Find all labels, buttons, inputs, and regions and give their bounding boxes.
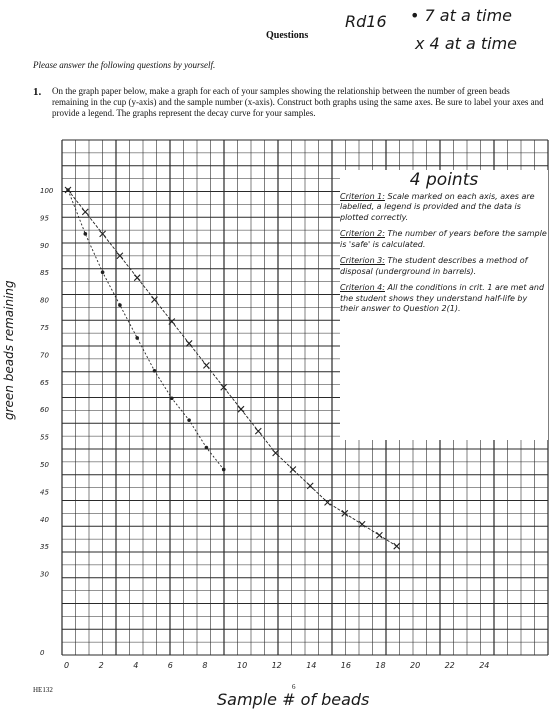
criterion-text: The student describes a method of disposal (underground in barrels). (340, 256, 528, 276)
data-point-cross (255, 428, 261, 434)
data-point-cross (290, 466, 296, 472)
y-tick-label: 60 (40, 406, 49, 415)
criterion-2 (340, 229, 548, 250)
y-tick-label: 75 (40, 324, 49, 332)
data-point-dot (187, 418, 191, 422)
criterion-text: All the conditions in crit. 1 are met and the student shows they understand half-life by their answer to Question 2(1). (340, 283, 545, 313)
criterion-text: The number of years before the sample is 'safe' is calculated. (340, 229, 547, 249)
question-text: On the graph paper below, make a graph for each of your samples showing the relationship between the number of green beads remaining in the cup (y-axis) and the sample number (x-axis). Construct both graphs using the same axes. Be sure to label your axes and provide a legend. The graphs represent the decay curve for your samples. (52, 86, 544, 118)
data-point-cross (134, 275, 140, 281)
x-tick-label: 6 (167, 661, 173, 670)
y-tick-label: 80 (40, 296, 49, 305)
criterion-label: Criterion 3: (340, 256, 385, 265)
y-tick-label: 65 (40, 378, 49, 387)
data-point-cross (307, 483, 313, 489)
data-point-dot (84, 232, 88, 236)
data-point-cross (394, 543, 400, 549)
legend-note-dot: • 7 at a time (410, 6, 512, 25)
data-point-cross (203, 362, 209, 368)
y-tick-label: 45 (40, 488, 49, 497)
data-point-dot (118, 303, 122, 307)
x-axis-label-mark: 6 (292, 683, 296, 691)
x-tick-label: 22 (444, 661, 455, 670)
criterion-3 (340, 256, 548, 277)
y-tick-labels (40, 187, 54, 657)
criterion-label: Criterion 1: (340, 191, 385, 201)
handwritten-code: Rd16 (345, 12, 387, 31)
y-tick-label: 85 (40, 269, 49, 278)
x-tick-label: 20 (410, 661, 421, 670)
y-tick-label: 100 (40, 187, 54, 195)
x-tick-label: 2 (98, 661, 104, 670)
y-tick-label: 90 (40, 241, 49, 250)
instructions: Please answer the following questions by yourself. (33, 60, 216, 70)
y-axis-label: green beads remaining (2, 280, 16, 420)
data-point-dot (205, 446, 209, 450)
criterion-1 (340, 192, 548, 224)
x-axis-label: Sample # of beads (217, 690, 370, 709)
data-point-cross (65, 187, 71, 193)
data-point-dot (170, 396, 174, 400)
data-point-cross (238, 406, 244, 412)
y-tick-label: 70 (40, 351, 49, 360)
criterion-label: Criterion 4: (340, 283, 385, 292)
y-tick-label: 40 (40, 515, 49, 524)
data-point-cross (82, 209, 88, 215)
x-tick-labels (64, 661, 489, 670)
x-tick-label: 12 (271, 661, 282, 670)
criterion-text: Scale marked on each axis, axes are labelled, a legend is provided and the data is plotted correctly. (340, 191, 535, 222)
y-tick-label: 0 (40, 649, 45, 657)
rubric-title: 4 points (409, 170, 479, 190)
y-tick-label: 95 (40, 214, 49, 223)
data-point-dot (135, 336, 139, 340)
y-tick-label: 30 (40, 570, 49, 579)
rubric-box (340, 170, 548, 440)
data-point-dot (222, 468, 226, 472)
series-line-dot (68, 190, 224, 469)
x-tick-label: 16 (340, 661, 351, 670)
x-tick-label: 14 (306, 661, 317, 670)
criterion-label: Criterion 2: (340, 229, 385, 238)
data-point-cross (376, 532, 382, 538)
y-tick-label: 55 (40, 433, 49, 442)
criterion-4 (340, 283, 548, 315)
x-tick-label: 10 (237, 661, 248, 670)
legend-note-cross: x 4 at a time (415, 34, 518, 53)
x-tick-label: 0 (64, 661, 70, 670)
y-tick-label: 50 (40, 461, 49, 469)
footer-code: HE132 (33, 686, 53, 694)
data-point-dot (153, 369, 157, 373)
x-tick-label: 4 (133, 661, 139, 670)
x-tick-label: 8 (202, 661, 208, 670)
x-tick-label: 24 (479, 661, 490, 670)
y-tick-label: 35 (40, 543, 49, 552)
data-point-dot (101, 270, 105, 274)
page-title: Questions (266, 30, 309, 41)
question-number: 1. (33, 86, 42, 98)
x-tick-label: 18 (375, 661, 386, 670)
